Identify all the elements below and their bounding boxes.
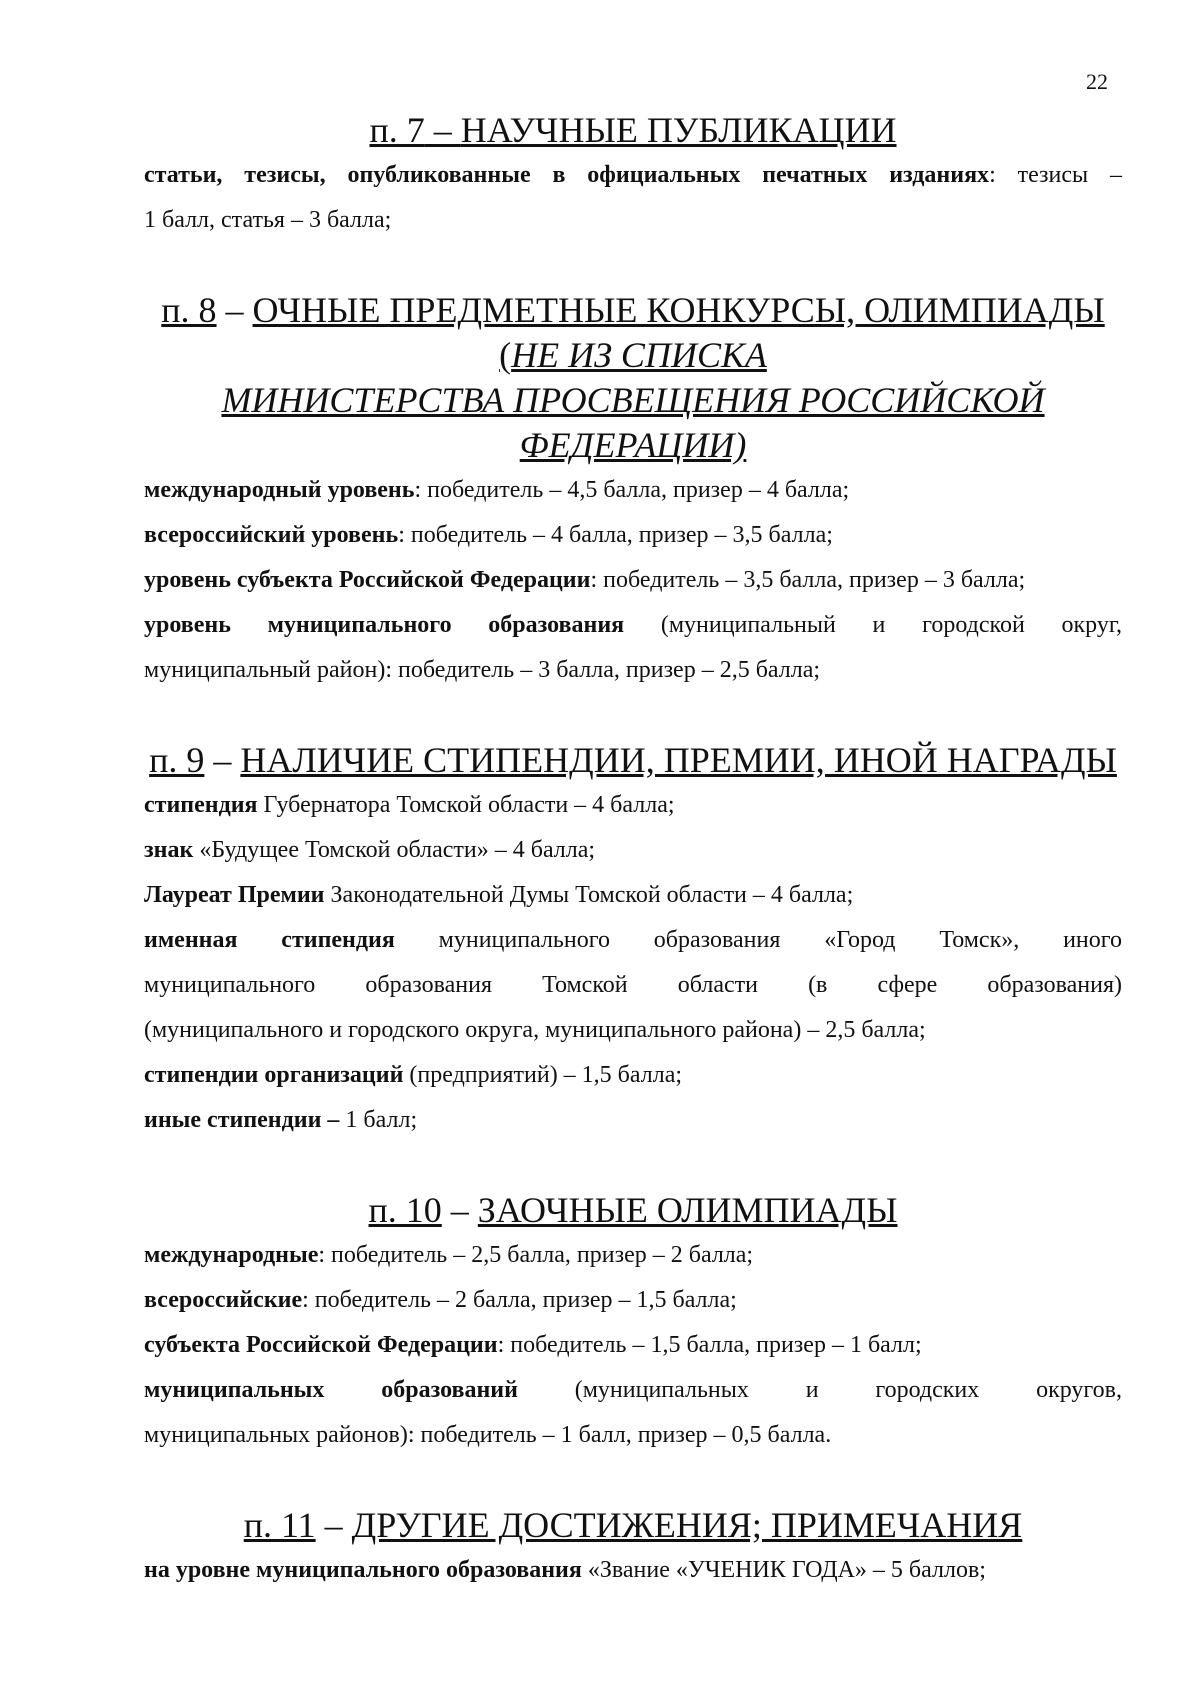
section-8-item-international (144, 468, 1122, 513)
section-10-item-regional (144, 1323, 1122, 1368)
item-rest: : победитель – 4,5 балла, призер – 4 балла; (414, 477, 850, 503)
section-7-number: п. 7 (369, 110, 425, 150)
section-8-item-regional (144, 558, 1122, 603)
item-bold: знак (144, 837, 194, 863)
item-rest: (предприятий) – 1,5 балла; (403, 1062, 683, 1088)
section-10-item-municipal-line-2: муниципальных районов): победитель – 1 балл, призер – 0,5 балла. (144, 1422, 832, 1448)
section-9-heading (144, 738, 1122, 783)
section-7-title: НАУЧНЫЕ ПУБЛИКАЦИИ (460, 110, 897, 150)
section-7-line-1 (144, 153, 1122, 198)
item-rest: Законодательной Думы Томской области – 4 балла; (324, 882, 854, 908)
section-8-title: ОЧНЫЕ ПРЕДМЕТНЫЕ КОНКУРСЫ, ОЛИМПИАДЫ ( (252, 290, 1105, 375)
item-rest: : победитель – 3,5 балла, призер – 3 балла; (590, 567, 1026, 593)
item-rest: 1 балл; (339, 1107, 418, 1133)
section-8-item-municipal-line-2: муниципальный район): победитель – 3 балла, призер – 2,5 балла; (144, 657, 821, 683)
section-9-item-organizations (144, 1053, 1122, 1098)
section-10-title: ЗАОЧНЫЕ ОЛИМПИАДЫ (477, 1190, 898, 1230)
section-8-number: п. 8 (161, 290, 217, 330)
section-11-number: п. 11 (243, 1505, 316, 1545)
section-8-item-national (144, 513, 1122, 558)
section-8-heading-line-2 (144, 378, 1122, 468)
item-bold: именная стипендия (144, 927, 395, 953)
section-7-dash: – (424, 110, 461, 150)
item-bold: уровень субъекта Российской Федерации (144, 567, 591, 593)
section-8-dash: – (216, 290, 253, 330)
item-bold: иные стипендии – (144, 1107, 340, 1133)
section-10-item-international (144, 1233, 1122, 1278)
item-rest: «Звание «УЧЕНИК ГОДА» – 5 баллов; (581, 1557, 986, 1583)
section-11-line-1 (144, 1548, 1122, 1593)
section-8-title-italic-2: МИНИСТЕРСТВА ПРОСВЕЩЕНИЯ РОССИЙСКОЙ ФЕДЕРАЦИИ) (221, 380, 1045, 465)
item-bold: Лауреат Премии (144, 882, 325, 908)
section-9-item-laureate (144, 873, 1122, 918)
section-7-line-2: 1 балл, статья – 3 балла; (144, 207, 392, 233)
section-9-dash: – (204, 740, 241, 780)
section-9-item-named-line-3: (муниципального и городского округа, муниципального района) – 2,5 балла; (144, 1017, 926, 1043)
item-rest: : победитель – 2,5 балла, призер – 2 балла; (318, 1242, 754, 1268)
item-rest: «Будущее Томской области» – 4 балла; (193, 837, 596, 863)
section-9-item-other (144, 1098, 1122, 1143)
section-10-item-municipal (144, 1368, 1122, 1413)
page-number: 22 (1086, 69, 1108, 94)
item-rest: (муниципальных и городских округов, (517, 1377, 1123, 1403)
publications-rest: : тезисы – (989, 162, 1123, 188)
item-bold: международные (144, 1242, 319, 1268)
item-rest: : победитель – 1,5 балла, призер – 1 балл; (497, 1332, 922, 1358)
section-8-item-municipal (144, 603, 1122, 648)
section-9-item-badge (144, 828, 1122, 873)
section-10-heading (144, 1188, 1122, 1233)
section-9-item-named (144, 918, 1122, 963)
section-11-title: ДРУГИЕ ДОСТИЖЕНИЯ; ПРИМЕЧАНИЯ (351, 1505, 1023, 1545)
item-rest: : победитель – 4 балла, призер – 3,5 балла; (398, 522, 833, 548)
item-bold: международный уровень (144, 477, 415, 503)
item-bold: стипендия (144, 792, 258, 818)
document-body (144, 108, 1122, 1593)
item-rest: : победитель – 2 балла, призер – 1,5 балла; (302, 1287, 737, 1313)
item-bold: на уровне муниципального образования (144, 1557, 582, 1583)
section-9-item-named-line-2: муниципального образования Томской области (в сфере образования) (144, 972, 1122, 998)
item-bold: всероссийский уровень (144, 522, 399, 548)
item-rest: Губернатора Томской области – 4 балла; (257, 792, 675, 818)
section-9-item-governor (144, 783, 1122, 828)
item-rest: (муниципальный и городской округ, (624, 612, 1122, 638)
section-11-heading (144, 1503, 1122, 1548)
publications-bold: статьи, тезисы, опубликованные в официальных печатных изданиях (144, 162, 990, 188)
section-9-title: НАЛИЧИЕ СТИПЕНДИИ, ПРЕМИИ, ИНОЙ НАГРАДЫ (240, 740, 1117, 780)
section-10-item-national (144, 1278, 1122, 1323)
item-bold: стипендии организаций (144, 1062, 404, 1088)
item-bold: уровень муниципального образования (144, 612, 625, 638)
section-10-number: п. 10 (368, 1190, 442, 1230)
item-bold: субъекта Российской Федерации (144, 1332, 498, 1358)
section-7-heading (144, 108, 1122, 153)
section-8-heading (144, 288, 1122, 378)
section-9-number: п. 9 (149, 740, 205, 780)
section-11-dash: – (315, 1505, 352, 1545)
item-bold: муниципальных образований (144, 1377, 518, 1403)
item-rest: муниципального образования «Город Томск», иного (394, 927, 1123, 953)
item-bold: всероссийские (144, 1287, 303, 1313)
section-8-title-italic-1: НЕ ИЗ СПИСКА (511, 335, 767, 375)
section-10-dash: – (441, 1190, 478, 1230)
